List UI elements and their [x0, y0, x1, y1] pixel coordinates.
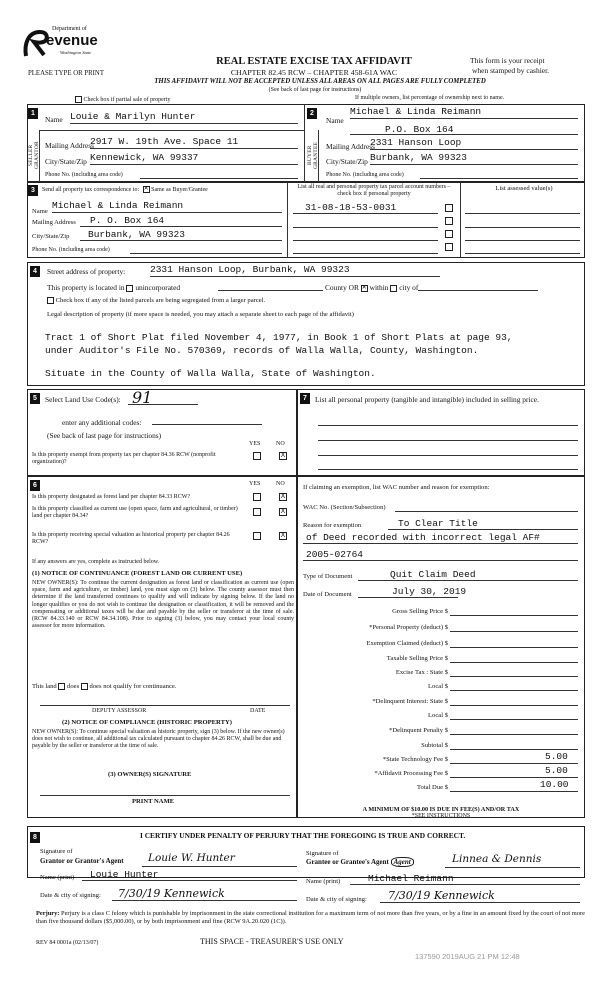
- parcel-header: List all real and personal property tax parcel account numbers – check box if personal property: [297, 184, 451, 198]
- grantor-sig-label-2: Grantor or Grantor's Agent: [40, 857, 124, 865]
- segregated-checkbox[interactable]: [47, 297, 54, 304]
- historic-no-checkbox[interactable]: X: [280, 532, 286, 539]
- seller-grantor-label: SELLER GRANTOR: [28, 141, 40, 169]
- recording-stamp: 137590 2019AUG 21 PM 12:48: [415, 952, 520, 961]
- legal-line-2[interactable]: under Auditor's File No. 570369, records of Walla Walla, County, Washington.: [45, 345, 479, 356]
- see-instructions-note: *SEE INSTRUCTIONS: [411, 813, 471, 819]
- corr-city-label: City/State/Zip: [32, 233, 70, 240]
- buyer-mail-field[interactable]: 2331 Hanson Loop: [370, 137, 578, 150]
- send-correspondence-label: Send all property tax correspondence to:: [42, 186, 140, 193]
- seller-city-field[interactable]: Kennewick, WA 99337: [90, 152, 298, 165]
- if-yes-note: If any answers are yes, complete as instructed below.: [32, 559, 160, 565]
- street-field[interactable]: 2331 Hanson Loop, Burbank, WA 99323: [150, 264, 440, 277]
- forest-no-checkbox[interactable]: X: [280, 493, 286, 500]
- grantee-date-label: Date & city of signing:: [306, 896, 367, 903]
- form-warning: THIS AFFIDAVIT WILL NOT BE ACCEPTED UNLESS ALL AREAS ON ALL PAGES ARE FULLY COMPLETED: [154, 78, 486, 85]
- gross-price-label: Gross Selling Price $: [392, 608, 448, 615]
- grantor-date-field[interactable]: 7/30/19 Kennewick: [118, 887, 225, 900]
- seller-mail-field[interactable]: 2917 W. 19th Ave. Space 11: [90, 136, 298, 149]
- perjury-text: Perjury is a class C felony which is punishable by imprisonment in the state correctional institution for a maximum term of not more than five years, or by a fine in an amount fixed by the court of not more than five thousand dollars ($5,000.00), or by both imprisonment and fine (RCW 9A.20.020 (1C)).: [36, 910, 585, 925]
- does-not-label: does not: [89, 683, 112, 691]
- grantee-name-label: Name (print): [306, 878, 341, 885]
- additional-codes-label: enter any additional codes:: [62, 418, 142, 427]
- parcel-number-field[interactable]: 31-08-18-53-0031: [305, 202, 397, 213]
- corr-phone-label: Phone No. (including area code): [32, 247, 110, 253]
- form-title: REAL ESTATE EXCISE TAX AFFIDAVIT: [216, 56, 412, 67]
- buyer-phone-label: Phone No. (including area code): [326, 172, 404, 178]
- parcel-2-personal-checkbox[interactable]: [445, 217, 453, 225]
- rev-number: REV 84 0001a (02/13/07): [36, 940, 99, 946]
- notice-continuance-body: NEW OWNER(S): To continue the current designation as forest land or classification as current use (open space, farm and agriculture, or timber) land, you must sign on (3) below. The county assessor must then determine if the land transferred continues to qualify and will indicate by signing below. If the land no longer qualifies or you do not wish to continue the designation or classification, it will be removed and the compensating or additional taxes will be due and payable by the seller or transferor at the time of sale. (RCW 84.33.140 or RCW 84.34.108). Prior to signing (3) below, you may contact your local county assessor for more information.: [32, 580, 294, 630]
- logo-department: Department of: [52, 26, 87, 32]
- parcel-1-personal-checkbox[interactable]: [445, 204, 453, 212]
- section-2-number: 2: [307, 108, 317, 119]
- see-back: (See back of last page for instructions): [268, 87, 362, 93]
- taxable-price-field[interactable]: [450, 662, 578, 663]
- current-use-question: Is this property classified as current use (open space, farm and agricultural, or timber) land per chapter 84.34?: [32, 506, 238, 520]
- print-name-label: PRINT NAME: [132, 798, 175, 805]
- legal-line-1[interactable]: Tract 1 of Short Plat filed November 4, 1977, in Book 1 of Short Plats at page 93,: [45, 332, 513, 343]
- s6-no-header: NO: [276, 481, 285, 487]
- exemption-deduct-field[interactable]: [450, 647, 578, 648]
- buyer-city-field[interactable]: Burbank, WA 99323: [370, 152, 578, 165]
- historic-yes-checkbox[interactable]: [253, 532, 261, 540]
- notice-compliance-title: (2) NOTICE OF COMPLIANCE (HISTORIC PROPERTY): [62, 719, 232, 726]
- city-of-checkbox[interactable]: [390, 285, 397, 292]
- buyer-name-field[interactable]: Michael & Linda Reimann: [350, 106, 578, 119]
- section-7-number: 7: [300, 393, 310, 404]
- partial-sale-row: [75, 96, 170, 104]
- excise-state-label: Excise Tax : State $: [395, 669, 448, 676]
- total-due-line: [450, 791, 578, 792]
- does-not-checkbox[interactable]: [81, 683, 88, 690]
- grantee-sig-label-1: Signature of: [306, 850, 339, 857]
- buyer-grantee-label: BUYER GRANTEE: [307, 141, 319, 169]
- same-as-buyer-checkbox[interactable]: ✕: [143, 186, 149, 192]
- please-type: PLEASE TYPE OR PRINT: [28, 70, 104, 77]
- unincorporated-checkbox[interactable]: [126, 285, 133, 292]
- within-checkbox[interactable]: ✕: [361, 284, 367, 291]
- perjury-note: [36, 910, 586, 926]
- section-5-number: 5: [30, 393, 40, 404]
- reason-line-2[interactable]: of Deed recorded with incorrect legal AF#: [306, 532, 540, 543]
- delinquent-local-field[interactable]: [450, 719, 578, 720]
- deputy-assessor-label: DEPUTY ASSESSOR: [92, 708, 147, 714]
- personal-deduct-field[interactable]: [450, 631, 578, 632]
- legal-line-3[interactable]: Situate in the County of Walla Walla, State of Washington.: [45, 368, 376, 379]
- grantee-date-field[interactable]: 7/30/19 Kennewick: [388, 889, 495, 902]
- exempt-question: Is this property exempt from property tax per chapter 84.36 RCW (nonprofit organization)?: [32, 452, 216, 466]
- delinquent-penalty-field[interactable]: [450, 734, 578, 735]
- excise-state-field[interactable]: [450, 676, 578, 677]
- buyer-city-label: City/State/Zip: [326, 157, 368, 166]
- doc-type-field[interactable]: Quit Claim Deed: [390, 569, 476, 580]
- county-or-label: County OR: [325, 283, 359, 292]
- form-chapter: CHAPTER 82.45 RCW – CHAPTER 458-61A WAC: [230, 68, 398, 77]
- s5-yes-header: YES: [249, 441, 261, 447]
- notice-continuance-title: (1) NOTICE OF CONTINUANCE (FOREST LAND OR CURRENT USE): [32, 570, 243, 577]
- section-1-number: 1: [28, 108, 38, 119]
- corr-name-label: Name: [32, 208, 48, 215]
- minimum-due-note: A MINIMUM OF $10.00 IS DUE IN FEE(S) AND/OR TAX: [362, 806, 520, 813]
- receipt-note-2: when stamped by cashier.: [472, 66, 550, 75]
- gross-price-field[interactable]: [450, 615, 578, 616]
- segregated-row: [47, 297, 265, 305]
- land-use-field[interactable]: 91: [132, 388, 153, 407]
- grantor-signature[interactable]: Louie W. Hunter: [148, 852, 235, 864]
- corr-city-field[interactable]: Burbank, WA 99323: [88, 229, 185, 240]
- grantee-name-field[interactable]: Michael Reimann: [368, 873, 454, 884]
- logo-state: Washington State: [60, 50, 92, 55]
- personal-property-label: List all personal property (tangible and intangible) included in selling price.: [315, 395, 539, 404]
- segregated-label: Check box if any of the listed parcels are being segregated from a larger parcel.: [55, 297, 266, 305]
- certify-statement: I CERTIFY UNDER PENALTY OF PERJURY THAT THE FOREGOING IS TRUE AND CORRECT.: [140, 831, 466, 840]
- logo-revenue: evenue: [46, 32, 98, 49]
- section-6-box: [27, 476, 297, 818]
- tech-fee-line: [450, 763, 578, 764]
- total-due-label: Total Due $: [416, 784, 448, 791]
- section-6-number: 6: [30, 480, 40, 491]
- current-use-no-checkbox[interactable]: X: [280, 508, 286, 515]
- agent-circle: Agent: [391, 857, 414, 867]
- exempt-yes-checkbox[interactable]: [253, 452, 261, 460]
- delinquent-interest-field[interactable]: [450, 705, 578, 706]
- grantee-sig-label-2: [306, 858, 414, 866]
- within-label: within: [369, 283, 389, 292]
- corr-mail-field[interactable]: P. O. Box 164: [90, 215, 165, 226]
- city-of-label: city of: [399, 283, 419, 292]
- tech-fee-label: *State Technology Fee $: [382, 756, 448, 763]
- grantor-date-label: Date & city of signing:: [40, 892, 101, 899]
- partial-sale-label: Check box if partial sale of property: [83, 96, 171, 103]
- multiple-owners-note: If multiple owners, list percentage of ownership next to name.: [355, 95, 505, 101]
- reason-line-1[interactable]: To Clear Title: [398, 518, 478, 529]
- reason-label: Reason for exemption: [303, 522, 362, 529]
- tech-fee-value[interactable]: 5.00: [545, 751, 568, 762]
- parcel-3-personal-checkbox[interactable]: [445, 230, 453, 238]
- subtotal-label: Subtotal $: [421, 742, 448, 749]
- treasurer-use: THIS SPACE - TREASURER'S USE ONLY: [200, 937, 344, 946]
- does-checkbox[interactable]: [58, 683, 65, 690]
- forest-question: Is this property designated as forest land per chapter 84.33 RCW?: [32, 494, 191, 500]
- corr-name-field[interactable]: Michael & Linda Reimann: [52, 200, 184, 211]
- buyer-name-label: Name: [326, 116, 344, 125]
- buyer-name2-field[interactable]: P.O. Box 164: [385, 124, 454, 135]
- exemption-deduct-label: Exemption Claimed (deduct) $: [366, 640, 448, 647]
- delinquent-interest-label: *Delinquent Interest: State $: [372, 698, 448, 705]
- doc-date-label: Date of Document: [303, 591, 352, 598]
- section-3-number: 3: [28, 185, 38, 196]
- located-row: [47, 283, 180, 292]
- s5-no-header: NO: [276, 441, 285, 447]
- excise-local-label: Local $: [428, 683, 448, 690]
- grantor-name-field[interactable]: Louie Hunter: [90, 869, 159, 880]
- grantee-sig-label-text: Grantee or Grantee's Agent: [306, 858, 389, 866]
- section-4-number: 4: [30, 266, 40, 277]
- subtotal-field[interactable]: [450, 749, 578, 750]
- total-due-value[interactable]: 10.00: [540, 779, 569, 790]
- reason-line-3[interactable]: 2005-02764: [306, 549, 364, 560]
- same-as-buyer-label: Same as Buyer/Grantee: [151, 186, 208, 193]
- processing-fee-value[interactable]: 5.00: [545, 765, 568, 776]
- doc-type-label: Type of Document: [303, 573, 353, 580]
- unincorporated-label: unincorporated: [135, 283, 181, 292]
- excise-local-field[interactable]: [450, 690, 578, 691]
- dor-logo: [22, 26, 114, 66]
- parcel-4-personal-checkbox[interactable]: [445, 243, 453, 251]
- legal-label: Legal description of property (if more space is needed, you may attach a separate sheet to each page of the affidavit): [47, 311, 354, 318]
- delinquent-local-label: Local $: [428, 712, 448, 719]
- qualify-label: qualify for continuance.: [113, 683, 177, 691]
- see-back-5: (See back of last page for instructions): [47, 431, 162, 440]
- notice-compliance-body: NEW OWNER(S): To continue special valuation as historic property, sign (3) below. If the new owner(s) does not wish to continue, all additional tax calculated pursuant to chapter 84.26 RCW, shall be due and payable by the seller or transferor at the time of sale.: [32, 729, 285, 750]
- does-label: does: [67, 683, 80, 691]
- partial-sale-checkbox[interactable]: [75, 96, 82, 103]
- grantor-name-label: Name (print): [40, 874, 75, 881]
- exemption-label: If claiming an exemption, list WAC number and reason for exemption:: [303, 484, 490, 491]
- wac-label: WAC No. (Section/Subsection): [303, 504, 386, 511]
- delinquent-penalty-label: *Delinquent Penalty $: [389, 727, 448, 734]
- qualify-row: [32, 683, 176, 691]
- forest-yes-checkbox[interactable]: [253, 493, 261, 501]
- seller-phone-label: Phone No. (including area code): [45, 172, 123, 178]
- seller-mail-label: Mailing Address: [45, 141, 95, 150]
- seller-city-label: City/State/Zip: [45, 157, 87, 166]
- perjury-bold: Perjury:: [36, 910, 60, 917]
- section-8-number: 8: [30, 832, 40, 843]
- grantor-sig-label-1: Signature of: [40, 848, 73, 855]
- doc-date-field[interactable]: July 30, 2019: [392, 586, 467, 597]
- processing-fee-label: *Affidavit Processing Fee $: [374, 770, 448, 777]
- buyer-mail-label: Mailing Address: [326, 142, 376, 151]
- seller-name-field[interactable]: Louie & Marilyn Hunter: [70, 111, 298, 124]
- assessed-header: List assessed value(s): [495, 185, 553, 192]
- land-use-label: Select Land Use Code(s):: [45, 395, 121, 404]
- processing-fee-line: [450, 777, 578, 778]
- county-or-row: [325, 283, 418, 292]
- seller-name-label: Name: [45, 115, 63, 124]
- owner-signature-label: (3) OWNER(S) SIGNATURE: [108, 771, 192, 778]
- located-in-label: This property is located in: [47, 283, 125, 292]
- personal-deduct-label: *Personal Property (deduct) $: [369, 624, 448, 631]
- receipt-note-1: This form is your receipt: [470, 56, 545, 65]
- corr-mail-label: Mailing Address: [32, 219, 76, 226]
- s6-yes-header: YES: [249, 481, 261, 487]
- taxable-price-label: Taxable Selling Price $: [386, 655, 448, 662]
- send-correspondence-row: [42, 186, 208, 194]
- street-label: Street address of property:: [47, 267, 126, 276]
- grantee-signature[interactable]: Linnea & Dennis: [452, 853, 542, 865]
- deputy-date-label: DATE: [250, 708, 266, 714]
- exempt-no-checkbox[interactable]: X: [280, 452, 286, 459]
- this-land-label: This land: [32, 683, 57, 691]
- historic-question: Is this property receiving special valuation as historical property per chapter 84.26 RCW?: [32, 532, 230, 546]
- current-use-yes-checkbox[interactable]: [253, 508, 261, 516]
